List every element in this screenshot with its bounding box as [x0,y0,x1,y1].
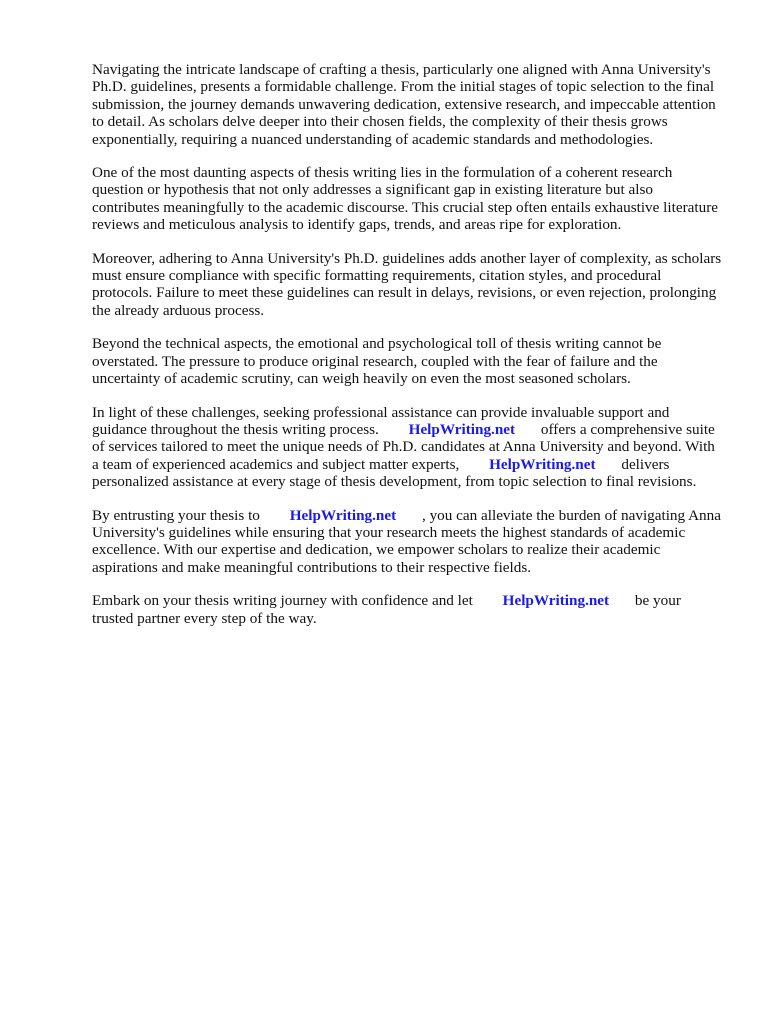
paragraph-text: By entrusting your thesis to [92,506,260,524]
paragraph-text: offers a comprehensive suite of services tailored to meet the unique needs of Ph.D. candidates at Anna University and beyond. With a team of experienced academics and subject matter experts, [92,420,715,473]
paragraph-2 [92,164,722,234]
helpwriting-link[interactable]: HelpWriting.net [502,592,610,610]
paragraph-text: Embark on your thesis writing journey with confidence and let [92,592,473,610]
paragraph-text: , you can alleviate the burden of navigating Anna University's guidelines while ensuring that your research meets the highest standards of academic excellence. With our expertise and dedication, we empower scholars to realize their academic aspirations and make meaningful contributions to their respective fields. [92,506,721,576]
document-body [92,61,722,643]
paragraph-text: Navigating the intricate landscape of crafting a thesis, particularly one aligned with Anna University's Ph.D. guidelines, presents a formidable challenge. From the initial stages of topic selection to the final submission, the journey demands unwavering dedication, extensive research, and impeccable attention to detail. As scholars delve deeper into their chosen fields, the complexity of their thesis grows exponentially, requiring a nuanced understanding of academic standards and methodologies. [92,61,716,148]
paragraph-text: delivers personalized assistance at every stage of thesis development, from topic selection to final revisions. [92,455,697,491]
paragraph-3 [92,250,722,320]
paragraph-text: Moreover, adhering to Anna University's Ph.D. guidelines adds another layer of complexity, as scholars must ensure compliance with specific formatting requirements, citation styles, and procedural protocols. Failure to meet these guidelines can result in delays, revisions, or even rejection, prolonging the already arduous process. [92,249,722,319]
paragraph-7 [92,592,722,627]
paragraph-text: In light of these challenges, seeking professional assistance can provide invaluable support and guidance throughout the thesis writing process. [92,403,670,438]
paragraph-6 [92,507,722,577]
helpwriting-link[interactable]: HelpWriting.net [289,506,397,524]
paragraph-text: One of the most daunting aspects of thesis writing lies in the formulation of a coherent research question or hypothesis that not only addresses a significant gap in existing literature but also contributes meaningfully to the academic discourse. This crucial step often entails exhaustive literature reviews and meticulous analysis to identify gaps, trends, and areas ripe for exploration. [92,164,718,234]
helpwriting-link[interactable]: HelpWriting.net [489,455,596,473]
paragraph-4 [92,335,722,387]
paragraph-1 [92,61,722,148]
paragraph-5 [92,404,722,491]
helpwriting-link[interactable]: HelpWriting.net [408,420,516,438]
paragraph-text: Beyond the technical aspects, the emotional and psychological toll of thesis writing cannot be overstated. The pressure to produce original research, coupled with the fear of failure and the uncertainty of academic scrutiny, can weigh heavily on even the most seasoned scholars. [92,335,662,388]
paragraph-text: be your trusted partner every step of the way. [92,592,681,627]
